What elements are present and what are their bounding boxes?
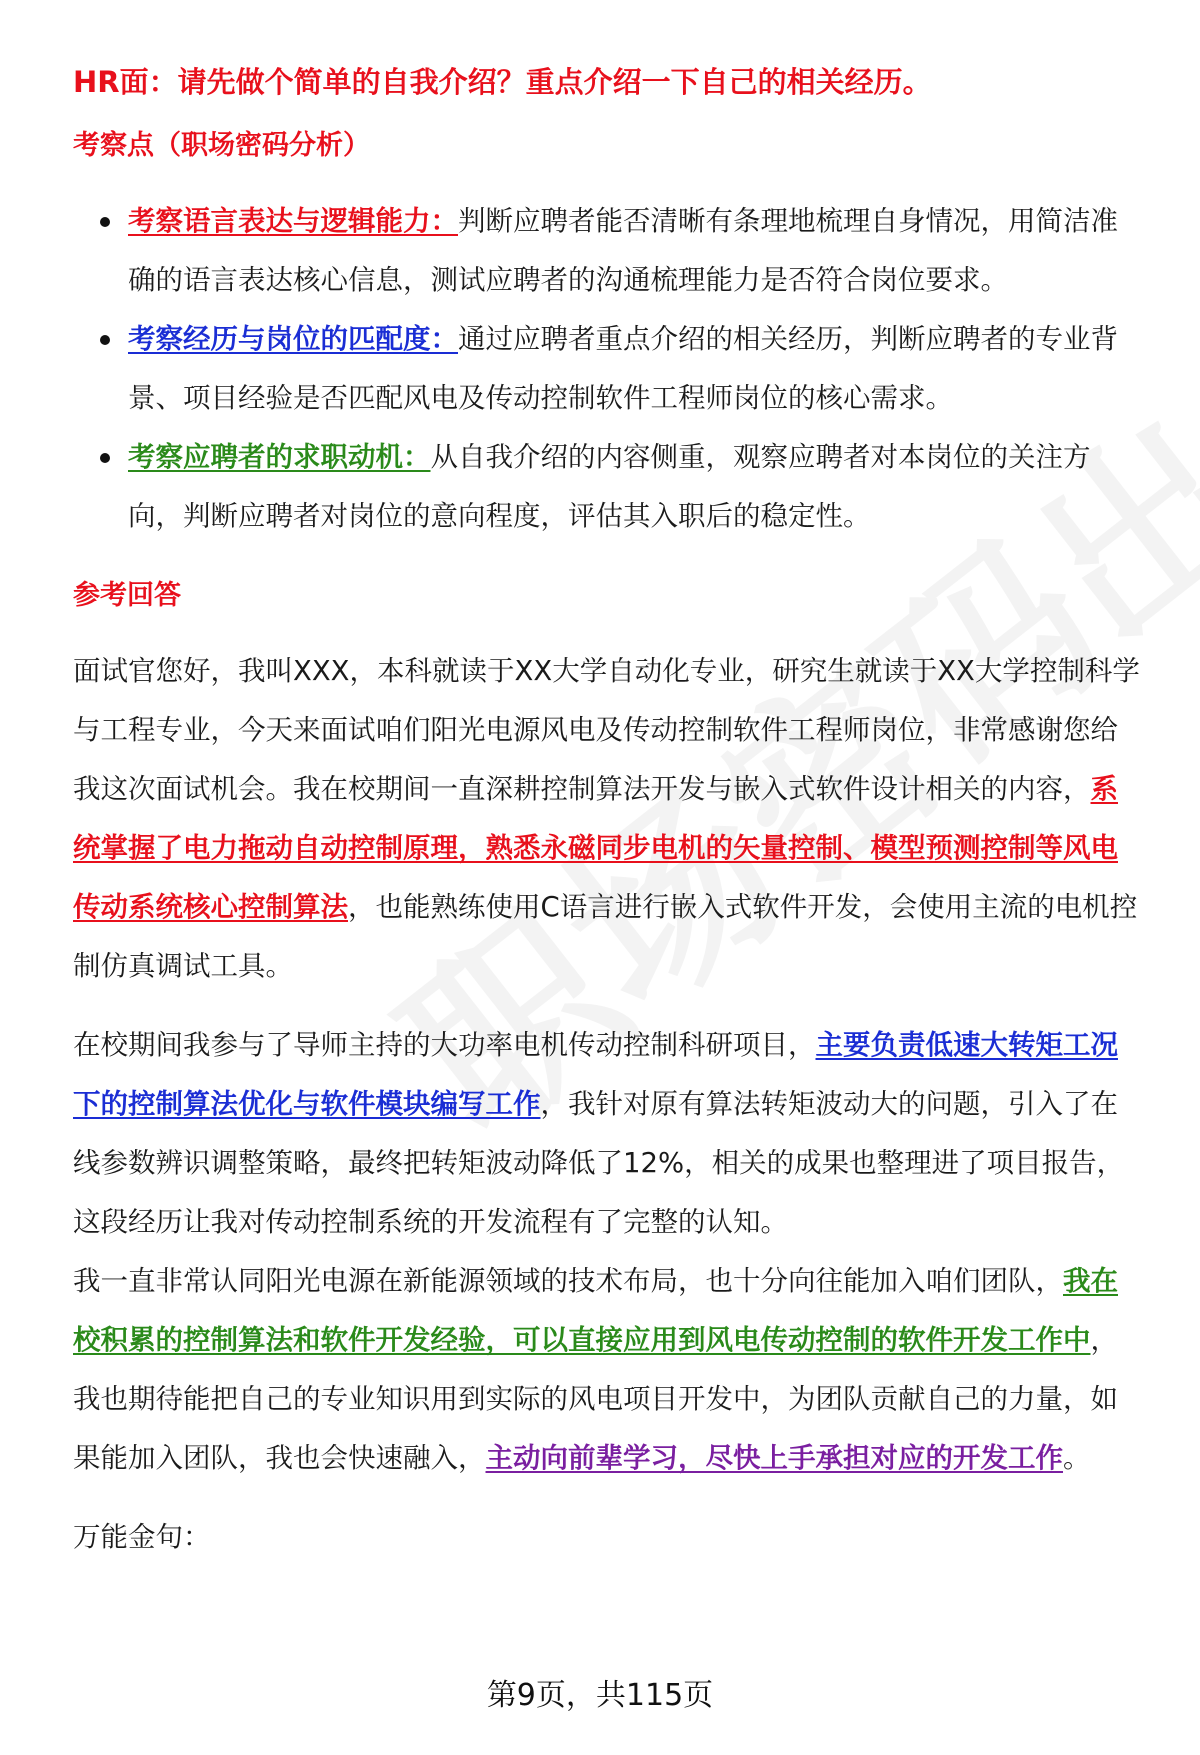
point-label: 考察经历与岗位的匹配度： [128,323,458,355]
point-text: 判断应聘者能否清晰有条理地梳理自身情况，用简洁准确的语言表达核心信息，测试应聘者的沟通梳理能力是否符合岗位要求。 [128,205,1118,296]
point-label: 考察应聘者的求职动机： [128,441,431,473]
point-label: 考察语言表达与逻辑能力： [128,205,458,237]
analysis-heading: 考察点（职场密码分析） [73,130,370,161]
point-text: 从自我介绍的内容侧重，观察应聘者对本岗位的关注方向，判断应聘者对岗位的意向程度，评估其入职后的稳定性。 [128,441,1091,532]
list-item [73,192,1145,310]
bullet-icon [100,335,110,345]
page-footer: 第9页，共115页 [486,1678,714,1713]
bullet-icon [100,217,110,227]
list-item [73,310,1145,428]
highlight-text: 系统掌握了电力拖动自动控制原理，熟悉永磁同步电机的矢量控制、模型预测控制等风电传动系统核心控制算法 [73,773,1118,923]
answer-paragraph-3 [73,1252,1145,1488]
paragraph-text: 面试官您好，我叫XXX，本科就读于XX大学自动化专业，研究生就读于XX大学控制科学与工程专业，今天来面试咱们阳光电源风电及传动控制软件工程师岗位，非常感谢您给我这次面试机会。我在校期间一直深耕控制算法开发与嵌入式软件设计相关的内容， [73,655,1140,805]
answer-paragraph-1 [73,642,1145,996]
paragraph-text: 。 [1063,1442,1091,1474]
answer-paragraph-2 [73,1016,1145,1252]
document-body [73,58,1145,1567]
paragraph-text: ，也能熟练使用C语言进行嵌入式软件开发，会使用主流的电机控制仿真调试工具。 [73,891,1138,982]
bullet-icon [100,453,110,463]
paragraph-text: ，我针对原有算法转矩波动大的问题，引入了在线参数辨识调整策略，最终把转矩波动降低了12%，相关的成果也整理进了项目报告，这段经历让我对传动控制系统的开发流程有了完整的认知。 [73,1088,1125,1238]
highlight-text: 主动向前辈学习，尽快上手承担对应的开发工作 [485,1442,1063,1474]
list-item [73,428,1145,546]
point-text: 通过应聘者重点介绍的相关经历，判断应聘者的专业背景、项目经验是否匹配风电及传动控制软件工程师岗位的核心需求。 [128,323,1118,414]
highlight-text: 主要负责低速大转矩工况下的控制算法优化与软件模块编写工作 [73,1029,1118,1120]
question-title: HR面：请先做个简单的自我介绍？重点介绍一下自己的相关经历。 [73,65,932,99]
reference-heading: 参考回答 [73,580,181,611]
analysis-points-list [73,192,1145,546]
highlight-text: 我在校积累的控制算法和软件开发经验，可以直接应用到风电传动控制的软件开发工作中 [73,1265,1118,1356]
paragraph-text: 我一直非常认同阳光电源在新能源领域的技术布局，也十分向往能加入咱们团队， [73,1265,1063,1297]
paragraph-text: ，我也期待能把自己的专业知识用到实际的风电项目开发中，为团队贡献自己的力量，如果能加入团队，我也会快速融入， [73,1324,1118,1474]
paragraph-text: 在校期间我参与了导师主持的大功率电机传动控制科研项目， [73,1029,816,1061]
golden-sentence-label: 万能金句： [73,1521,211,1553]
